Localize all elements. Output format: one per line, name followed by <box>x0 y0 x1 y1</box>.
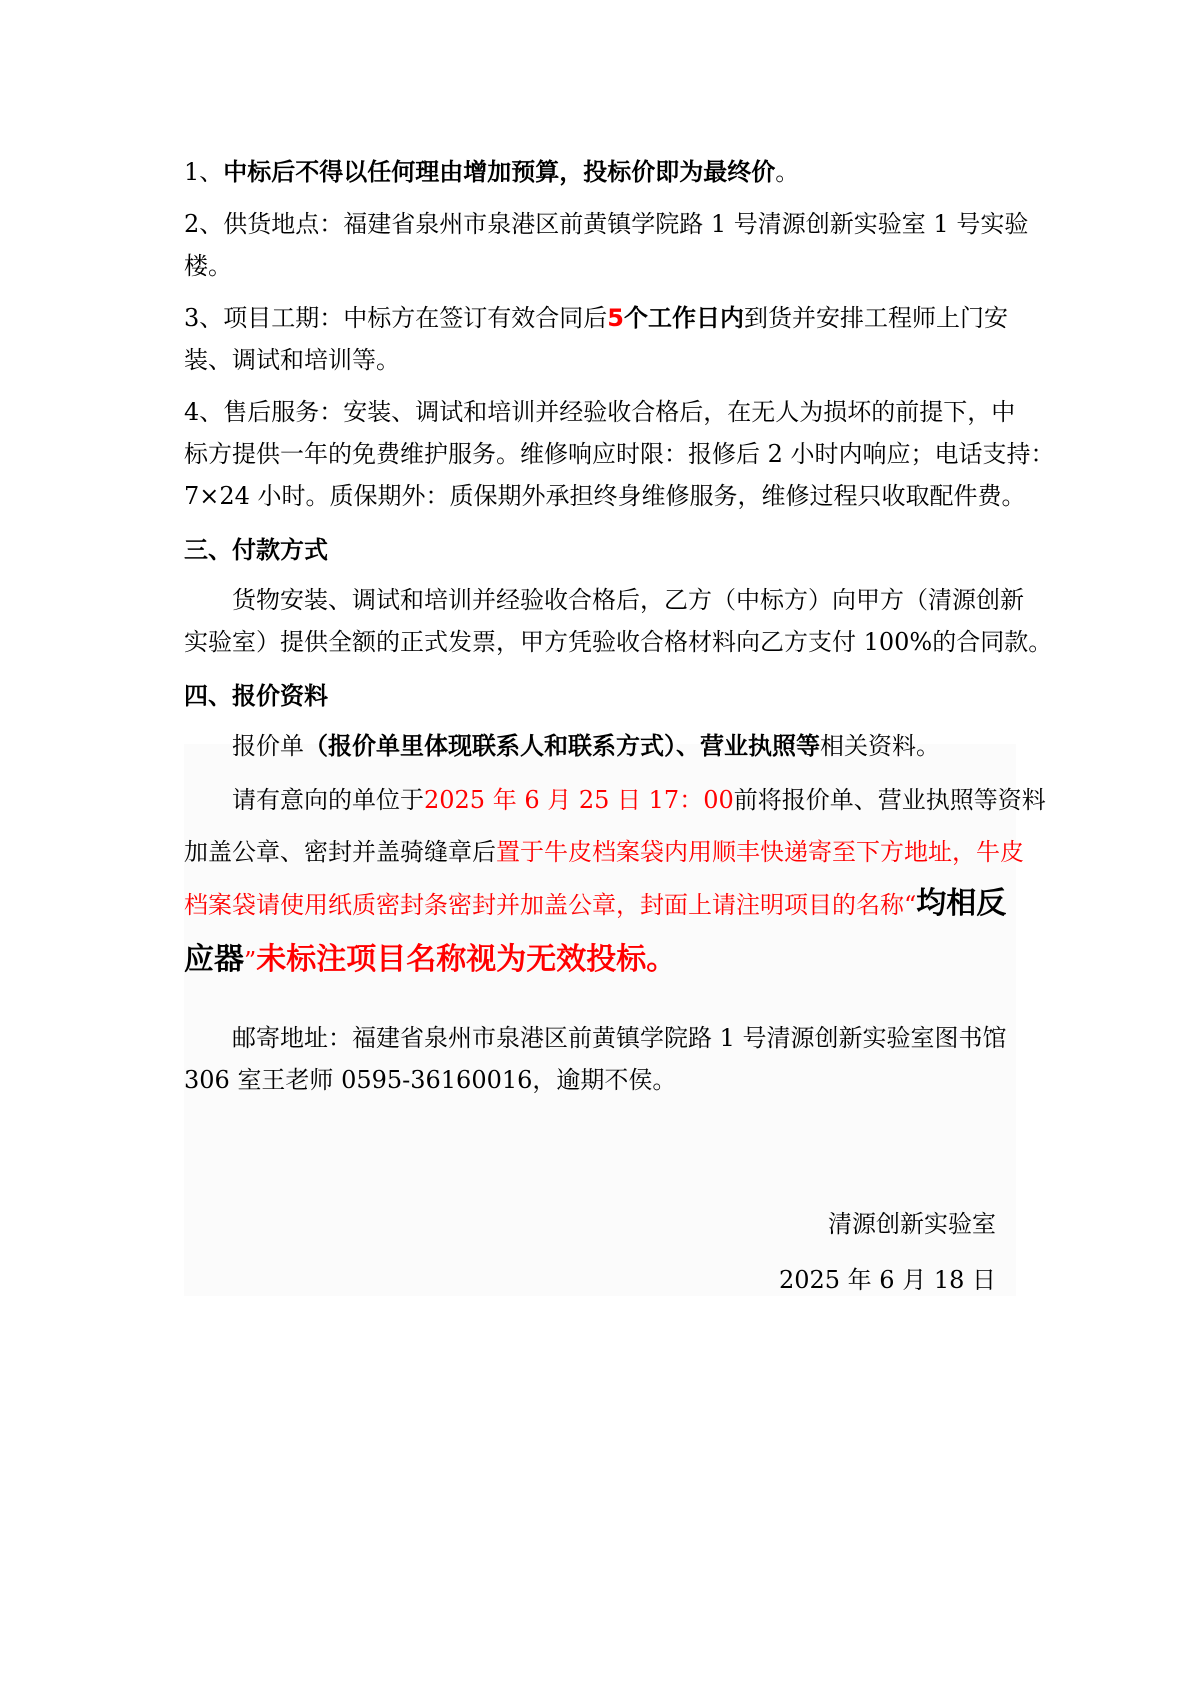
section-4-p2: 请有意向的单位于2025 年 6 月 25 日 17：00前将报价单、营业执照等资料 <box>232 786 1046 814</box>
project-name-part1: 均相反 <box>916 886 1007 921</box>
section-4-p1: 报价单（报价单里体现联系人和联系方式）、营业执照等相关资料。 <box>232 732 940 760</box>
section-4-heading: 四、报价资料 <box>184 682 328 710</box>
signature-org: 清源创新实验室 <box>828 1210 996 1238</box>
item-3-days: 5 <box>607 304 624 332</box>
section-3-heading: 三、付款方式 <box>184 536 328 564</box>
section-4-p5: 应器”未标注项目名称视为无效投标。 <box>184 942 677 977</box>
item-2-line1: 2、供货地点：福建省泉州市泉港区前黄镇学院路 1 号清源创新实验室 1 号实验 <box>184 210 1029 238</box>
section-3-line1: 货物安装、调试和培训并经验收合格后，乙方（中标方）向甲方（清源创新 <box>232 586 1024 614</box>
mailing-address-line1: 邮寄地址：福建省泉州市泉港区前黄镇学院路 1 号清源创新实验室图书馆 <box>232 1024 1007 1052</box>
deadline-date: 2025 年 6 月 25 日 17：00 <box>424 786 734 814</box>
project-name-part2: 应器 <box>184 942 244 977</box>
mailing-address-line2: 306 室王老师 0595-36160016，逾期不侯。 <box>184 1066 677 1094</box>
section-3-line2: 实验室）提供全额的正式发票，甲方凭验收合格材料向乙方支付 100%的合同款。 <box>184 628 1053 656</box>
signature-date: 2025 年 6 月 18 日 <box>778 1266 996 1294</box>
invalid-bid-warning: 未标注项目名称视为无效投标。 <box>256 942 677 977</box>
section-4-p4: 档案袋请使用纸质密封条密封并加盖公章，封面上请注明项目的名称“均相反 <box>184 886 1007 921</box>
section-4-p3: 加盖公章、密封并盖骑缝章后置于牛皮档案袋内用顺丰快递寄至下方地址，牛皮 <box>184 838 1024 866</box>
item-4-line2: 标方提供一年的免费维护服务。维修响应时限：报修后 2 小时内响应；电话支持： <box>184 440 1055 468</box>
item-4-line3: 7×24 小时。质保期外：质保期外承担终身维修服务，维修过程只收取配件费。 <box>184 482 1026 510</box>
item-3-line2: 装、调试和培训等。 <box>184 346 400 374</box>
item-1-bold: 中标后不得以任何理由增加预算，投标价即为最终价 <box>223 158 776 186</box>
item-1: 1、中标后不得以任何理由增加预算，投标价即为最终价。 <box>184 158 800 186</box>
item-2-line2: 楼。 <box>184 252 232 280</box>
item-3-line1: 3、项目工期：中标方在签订有效合同后5个工作日内到货并安排工程师上门安 <box>184 304 1008 332</box>
item-4-line1: 4、售后服务：安装、调试和培训并经验收合格后，在无人为损坏的前提下，中 <box>184 398 1016 426</box>
